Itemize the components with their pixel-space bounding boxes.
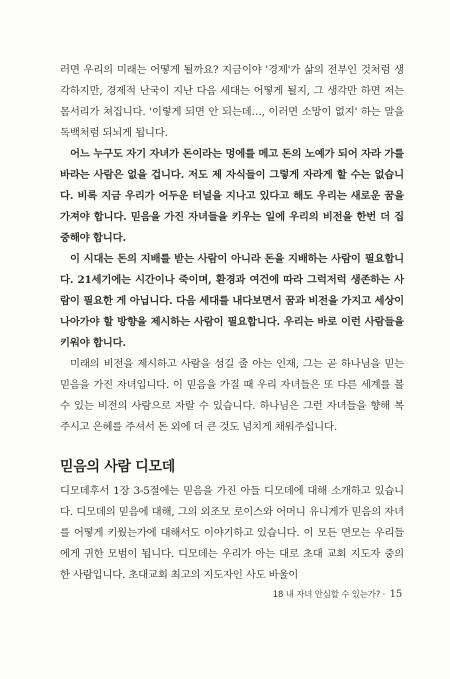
paragraph-2: 어느 누구도 자기 자녀가 돈이라는 멍에를 메고 돈의 노예가 되어 자라 가를 바라는 사람은 없을 겁니다. 저도 제 자식들이 그렇게 자라게 할 수는 없습니다. 비록 지금 우리가 어두운 터널을 지나고 있다고 해도 우리는 새로운 꿈을 가져야 합니다. 믿음을 가진 자녀들을 키우는 일에 우리의 비전을 한번 더 집중해야 합니다. — [60, 148, 404, 244]
page-footer — [273, 588, 402, 600]
paragraph-4: 미래의 비전을 제시하고 사람을 섬길 줄 아는 인재, 그는 곧 하나님을 믿는 믿음을 가진 자녀입니다. 이 믿음을 가질 때 우리 자녀들은 또 다른 세계를 볼 수 있는 비전의 사람으로 자랄 수 있습니다. 하나님은 그런 자녀들을 향해 복 주시고 은혜를 주셔서 돈 외에 더 큰 것도 넘치게 채워주십니다. — [60, 358, 404, 433]
section-heading: 믿음의 사람 디모데 — [60, 459, 175, 475]
paragraph-1: 러면 우리의 미래는 어떻게 될까요? 지금이야 '경제'가 삶의 전부인 것처럼 생각하지만, 경제적 난국이 지난 다음 세대는 어떻게 될지, 그 생각만 하면 저는 몸서리가 쳐집니다. '이렇게 되면 안 되는데…, 이러면 소망이 없지' 하는 말을 독백처럼 되뇌게 됩니다. — [60, 64, 404, 139]
section-paragraph-1: 디모데후서 1장 3-5절에는 믿음을 가진 아들 디모데에 대해 소개하고 있습니다. 디모데의 믿음에 대해, 그의 외조모 로이스와 어머니 유니게가 믿음의 자녀를 어떻게 키웠는가에 대해서도 이야기하고 있습니다. 이 모든 면모는 우리들에게 귀한 모범이 됩니다. 디모데는 우리가 아는 대로 초대 교회 지도자 중의 한 사람입니다. 초대교회 최고의 지도자인 사도 바울이 — [60, 485, 404, 581]
paragraph-3: 이 시대는 돈의 지배를 받는 사람이 아니라 돈을 지배하는 사람이 필요합니다. 21세기에는 시간이나 죽이며, 환경과 여건에 따라 그럭저럭 생존하는 사람이 필요한 게 아닙니다. 다음 세대를 내다보면서 꿈과 비전을 가지고 세상이 나아가야 할 방향을 제시하는 사람이 필요합니다. 우리는 바로 이런 사람들을 키워야 합니다. — [60, 253, 404, 349]
running-title: 18 내 자녀 안심할 수 있는가? — [272, 590, 381, 600]
footer-separator: · — [382, 590, 388, 600]
page-body — [60, 60, 404, 586]
page-number: 15 — [389, 589, 402, 600]
